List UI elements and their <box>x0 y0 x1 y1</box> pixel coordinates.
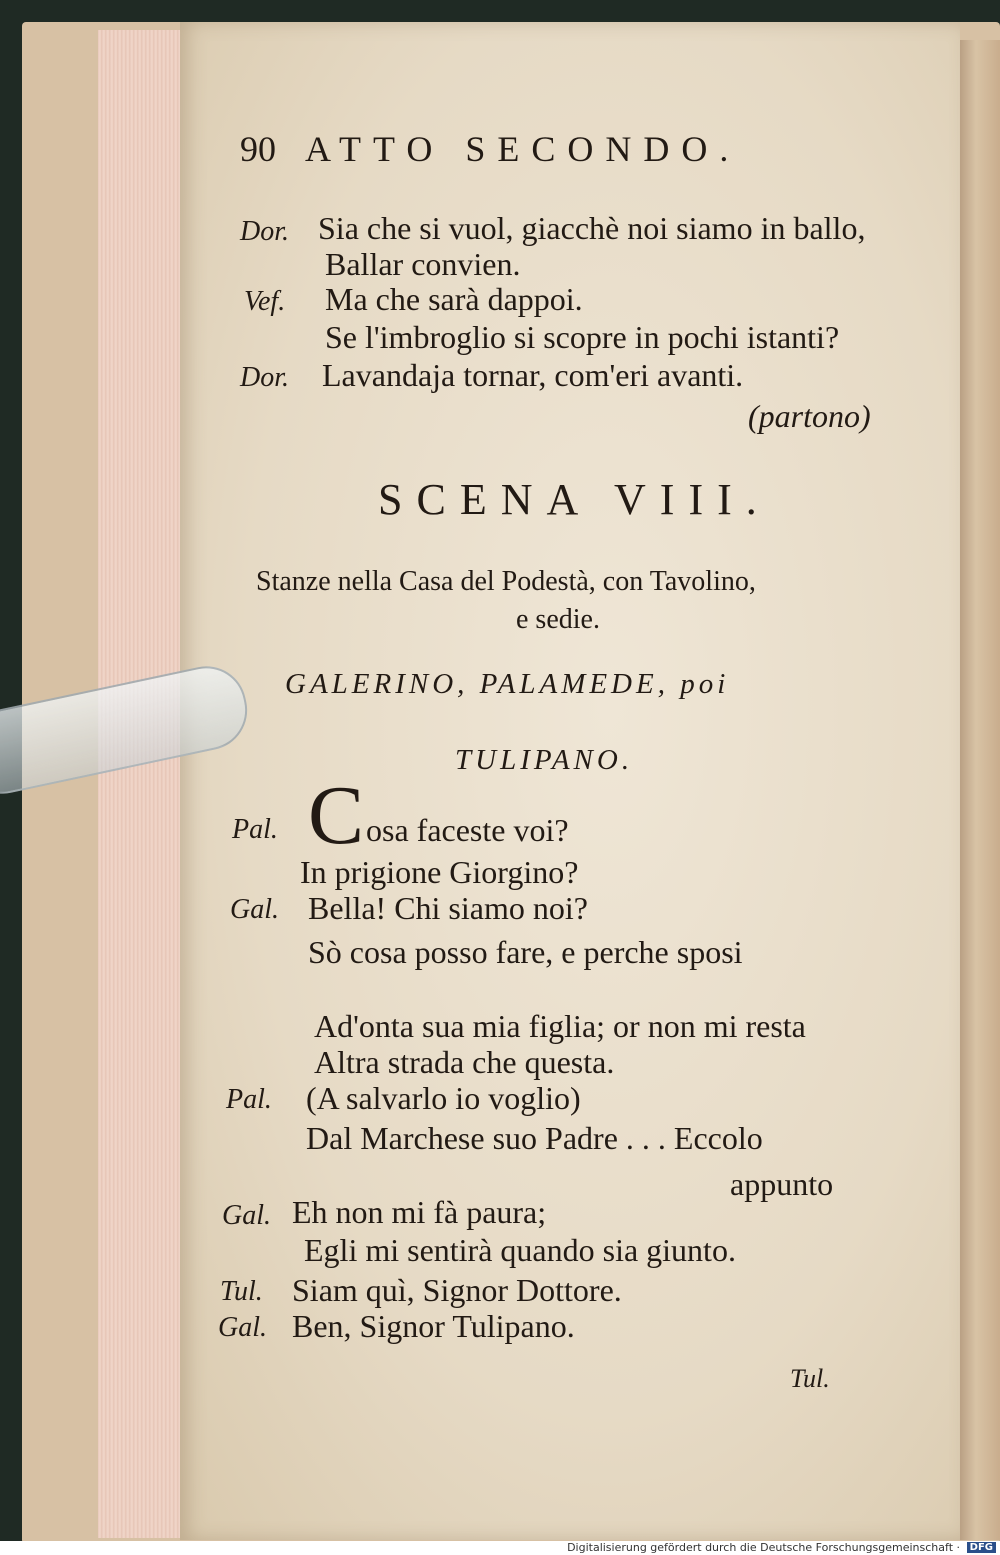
scene-characters-cont: TULIPANO. <box>455 744 634 776</box>
speaker-label: Pal. <box>226 1084 272 1115</box>
dialogue-line: Siam quì, Signor Dottore. <box>292 1272 622 1308</box>
dialogue-line: Lavandaja tornar, com'eri avanti. <box>322 357 744 393</box>
speaker-label: Dor. <box>240 362 290 393</box>
dialogue-line: Altra strada che questa. <box>314 1044 615 1080</box>
running-header <box>240 128 740 170</box>
scene-title: SCENA VIII. <box>378 475 771 524</box>
dialogue-line: Sia che si vuol, giacchè noi siamo in ballo, <box>318 210 866 246</box>
stage-direction: (partono) <box>748 398 871 434</box>
dialogue-line: Ballar convien. <box>325 246 521 282</box>
speaker-label: Gal. <box>218 1312 267 1343</box>
right-page-edge <box>960 40 1000 1540</box>
drop-cap: C <box>308 769 365 862</box>
dialogue-line: In prigione Giorgino? <box>300 854 579 890</box>
dialogue-line: Ad'onta sua mia figlia; or non mi resta <box>314 1008 806 1044</box>
page-number: 90 <box>240 129 276 169</box>
speaker-label: Gal. <box>230 894 279 925</box>
dialogue-line: Ben, Signor Tulipano. <box>292 1308 575 1344</box>
dialogue-line: appunto <box>730 1166 834 1202</box>
dialogue-line: Egli mi sentirà quando sia giunto. <box>304 1232 736 1268</box>
catchword: Tul. <box>790 1364 830 1393</box>
dialogue-line: Sò cosa posso fare, e perche sposi <box>308 934 743 970</box>
scene-setting-cont: e sedie. <box>516 604 600 635</box>
page-edges <box>98 30 182 1538</box>
speaker-label: Vef. <box>244 286 286 317</box>
speaker-label: Tul. <box>220 1276 263 1307</box>
header-title: ATTO SECONDO. <box>305 129 741 169</box>
dialogue-line: Se l'imbroglio si scopre in pochi istanti? <box>325 319 840 355</box>
speaker-label: Dor. <box>240 216 290 247</box>
dfg-logo: DFG <box>967 1542 996 1553</box>
dialogue-line: Eh non mi fà paura; <box>292 1194 547 1230</box>
dialogue-line: Dal Marchese suo Padre . . . Eccolo <box>306 1120 763 1156</box>
speaker-label: Pal. <box>232 814 278 845</box>
scene-characters: GALERINO, PALAMEDE, poi <box>285 668 730 700</box>
dialogue-line: (A salvarlo io voglio) <box>306 1080 581 1116</box>
dialogue-line: Bella! Chi siamo noi? <box>308 890 588 926</box>
dialogue-line: osa faceste voi? <box>366 812 569 848</box>
footer-credit: Digitalisierung gefördert durch die Deutsche Forschungsgemeinschaft · <box>567 1541 960 1554</box>
dialogue-line: Ma che sarà dappoi. <box>325 281 583 317</box>
speaker-label: Gal. <box>222 1200 271 1231</box>
scene-setting: Stanze nella Casa del Podestà, con Tavolino, <box>256 566 756 597</box>
